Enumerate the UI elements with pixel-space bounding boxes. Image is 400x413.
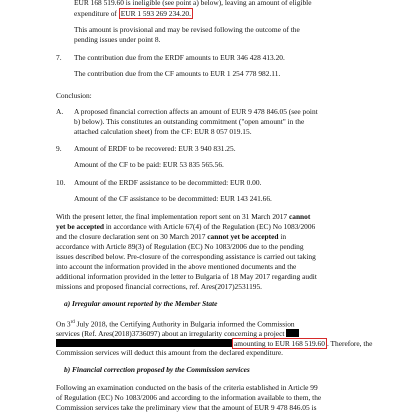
body-1-line-4: accordance with Article 89(3) of Regulation (EC) No 1083/2006 due to the pending	[56, 242, 304, 251]
p6-line-3: This amount is provisional and may be revised following the outcome of the	[74, 25, 300, 34]
conclusion-heading: Conclusion:	[56, 91, 92, 100]
item-9-line-1: Amount of ERDF to be recovered: EUR 3 940 831.25.	[74, 144, 236, 153]
body-2-line-4: Commission services will deduct this amount from the declared expenditure.	[56, 348, 284, 357]
p6-line-1: EUR 168 519.60 is ineligible (see point a) below), leaving an amount of eligible	[74, 0, 312, 7]
body-1-line-3: and the closure declaration sent on 30 March 2017 cannot yet be accepted in	[56, 232, 287, 241]
body-3-line-2: of Regulation (EC) No 1083/2006 and according to the information available to them, the	[56, 393, 322, 402]
body-1-line-7: additional information provided in the letter to Bulgaria of 18 May 2017 regarding audit	[56, 272, 317, 281]
item-10-number: 10.	[56, 178, 66, 187]
body-3-line-3: Commission services take the preliminary view that the amount of EUR 9 478 846.05 is	[56, 403, 317, 412]
item-7-line-2: The contribution due from the CF amounts to EUR 1 254 778 982.11.	[74, 69, 281, 78]
item-a-letter: A.	[56, 107, 64, 116]
item-a-line-2: b) below). This constitutes an outstanding commitment ("open amount" in the	[74, 117, 305, 126]
body-1-line-2: yet be accepted in accordance with Article 67(4) of the Regulation (EC) No 1083/2006	[56, 222, 316, 231]
p6-line-4: pending issues under point 8.	[74, 35, 161, 44]
item-10-line-1: Amount of the ERDF assistance to be decommitted: EUR 0.00.	[74, 178, 262, 187]
body-2-line-3: amounting to EUR 168 519.60 . Therefore, the	[56, 339, 372, 349]
highlight-irregular-amount: amounting to EUR 168 519.60	[234, 339, 325, 348]
redaction-block	[56, 339, 232, 347]
body-2-line-2: services (Ref. Ares(2018)3736097) about an irregularity concerning a project	[56, 329, 299, 339]
body-2-line-1: On 3rd July 2018, the Certifying Authority in Bulgaria informed the Commission	[56, 319, 295, 329]
highlight-eligible-expenditure: EUR 1 593 269 234.20.	[120, 9, 191, 18]
item-a-line-1: A proposed financial correction affects an amount of EUR 9 478 846.05 (see point	[74, 107, 318, 116]
body-3-line-1: Following an examination conducted on the basis of the criteria established in Article 99	[56, 383, 318, 392]
p6-line-2: expenditure of EUR 1 593 269 234.20.	[74, 9, 191, 18]
item-7-line-1: The contribution due from the ERDF amounts to EUR 346 428 413.20.	[74, 53, 285, 62]
item-a-line-3: attached calculation sheet) from the CF: EUR 8 057 019.15.	[74, 127, 252, 136]
item-10-line-2: Amount of the CF assistance to be decommitted: EUR 143 241.66.	[74, 194, 272, 203]
body-1-line-5: issues described below. Pre-closure of the corresponding assistance is carried out taking	[56, 252, 316, 261]
redaction-block	[286, 329, 299, 337]
item-7-number: 7.	[56, 53, 62, 62]
body-1-line-6: into account the information provided in the above mentioned documents and the	[56, 262, 297, 271]
body-1-line-8: missions and proposed financial corrections, ref. Ares(2017)2531195.	[56, 282, 262, 291]
item-9-number: 9.	[56, 144, 62, 153]
heading-b: b) Financial correction proposed by the Commission services	[64, 365, 250, 374]
heading-a: a) Irregular amount reported by the Member State	[64, 299, 218, 308]
item-9-line-2: Amount of the CF to be paid: EUR 53 835 565.56.	[74, 160, 224, 169]
body-1-line-1: With the present letter, the final implementation report sent on 31 March 2017 cannot	[56, 212, 311, 221]
